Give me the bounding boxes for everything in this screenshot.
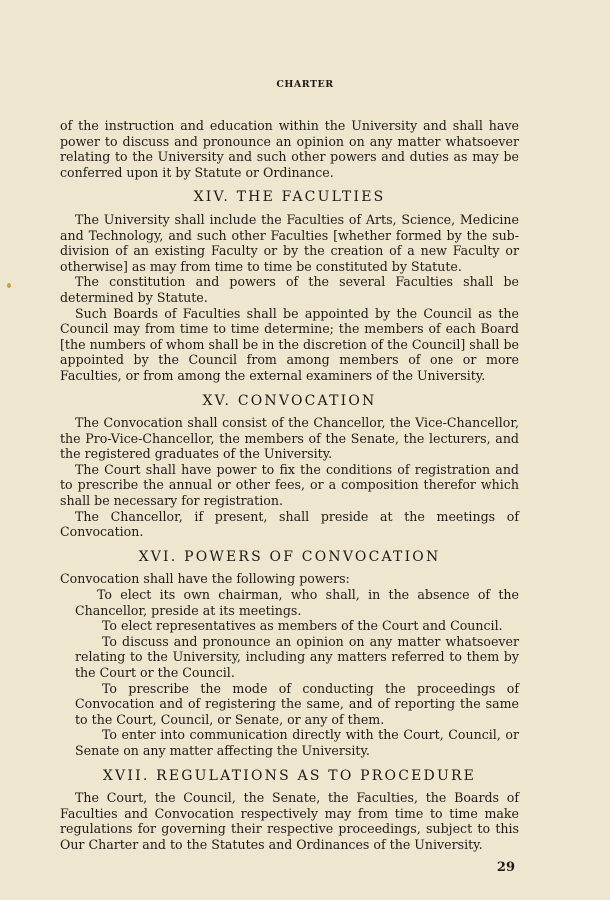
section-heading-convocation: XV. CONVOCATION: [202, 392, 377, 409]
power-item: To elect its own chairman, who shall, in the absence of the Chancellor, preside at its meetings.: [75, 587, 519, 618]
section-heading-powers-of-convocation: XVI. POWERS OF CONVOCATION: [138, 548, 441, 565]
powers-intro: Convocation shall have the following powers:: [60, 571, 350, 587]
power-item: To prescribe the mode of conducting the proceedings of Convocation and of registering the same, and of reporting the same to the Court, Council, or Senate, or any of them.: [75, 680, 519, 727]
running-header: CHARTER: [276, 79, 334, 90]
power-item: To discuss and pronounce an opinion on any matter whatsoever relating to the University, including any matters referred to them by the Court or the Council.: [75, 633, 519, 680]
page-number: 29: [496, 860, 515, 875]
faculties-paragraph-1: The University shall include the Faculties of Arts, Science, Medicine and Technology, and such other Faculties [whether formed by the sub-division of an existing Faculty or by the creation of a new Faculty or otherwise] as may from time to time be constituted by Statute.: [60, 211, 519, 274]
faculties-paragraph-3: Such Boards of Faculties shall be appointed by the Council as the Council may from time to time determine; the members of each Board [the numbers of whom shall be in the discretion of the Council] shall be appointed by the Council from among members of one or more Faculties, or from among the external examiners of the University.: [60, 305, 519, 383]
convocation-paragraph-1: The Convocation shall consist of the Chancellor, the Vice-Chancellor, the Pro-Vice-Chancellor, the members of the Senate, the lecturers, and the registered graduates of the University.: [60, 415, 519, 462]
power-item: To elect representatives as members of the Court and Council.: [102, 618, 503, 634]
section-heading-faculties: XIV. THE FACULTIES: [193, 189, 386, 206]
convocation-paragraph-2: The Court shall have power to fix the conditions of registration and to prescribe the annual or other fees, or a composition therefor which shall be necessary for registration.: [60, 461, 519, 509]
faculties-paragraph-2: The constitution and powers of the several Faculties shall be determined by Statute.: [60, 274, 519, 305]
paper-speck: [7, 283, 11, 288]
power-item: To enter into communication directly with the Court, Council, or Senate on any matter affecting the University.: [75, 727, 519, 758]
section-heading-regulations: XVII. REGULATIONS AS TO PROCEDURE: [102, 767, 477, 784]
regulations-paragraph-1: The Court, the Council, the Senate, the Faculties, the Boards of Faculties and Convocation respectively may from time to time make regulations for governing their respective proceedings, subject to this Our Charter and to the Statutes and Ordinances of the University.: [60, 790, 519, 852]
opening-paragraph: of the instruction and education within the University and shall have power to discuss and pronounce an opinion on any matter whatsoever relating to the University and such other powers and duties as may be conferred upon it by Statute or Ordinance.: [60, 118, 519, 180]
convocation-paragraph-3: The Chancellor, if present, shall preside at the meetings of Convocation.: [60, 508, 519, 540]
page-body: [60, 118, 519, 853]
